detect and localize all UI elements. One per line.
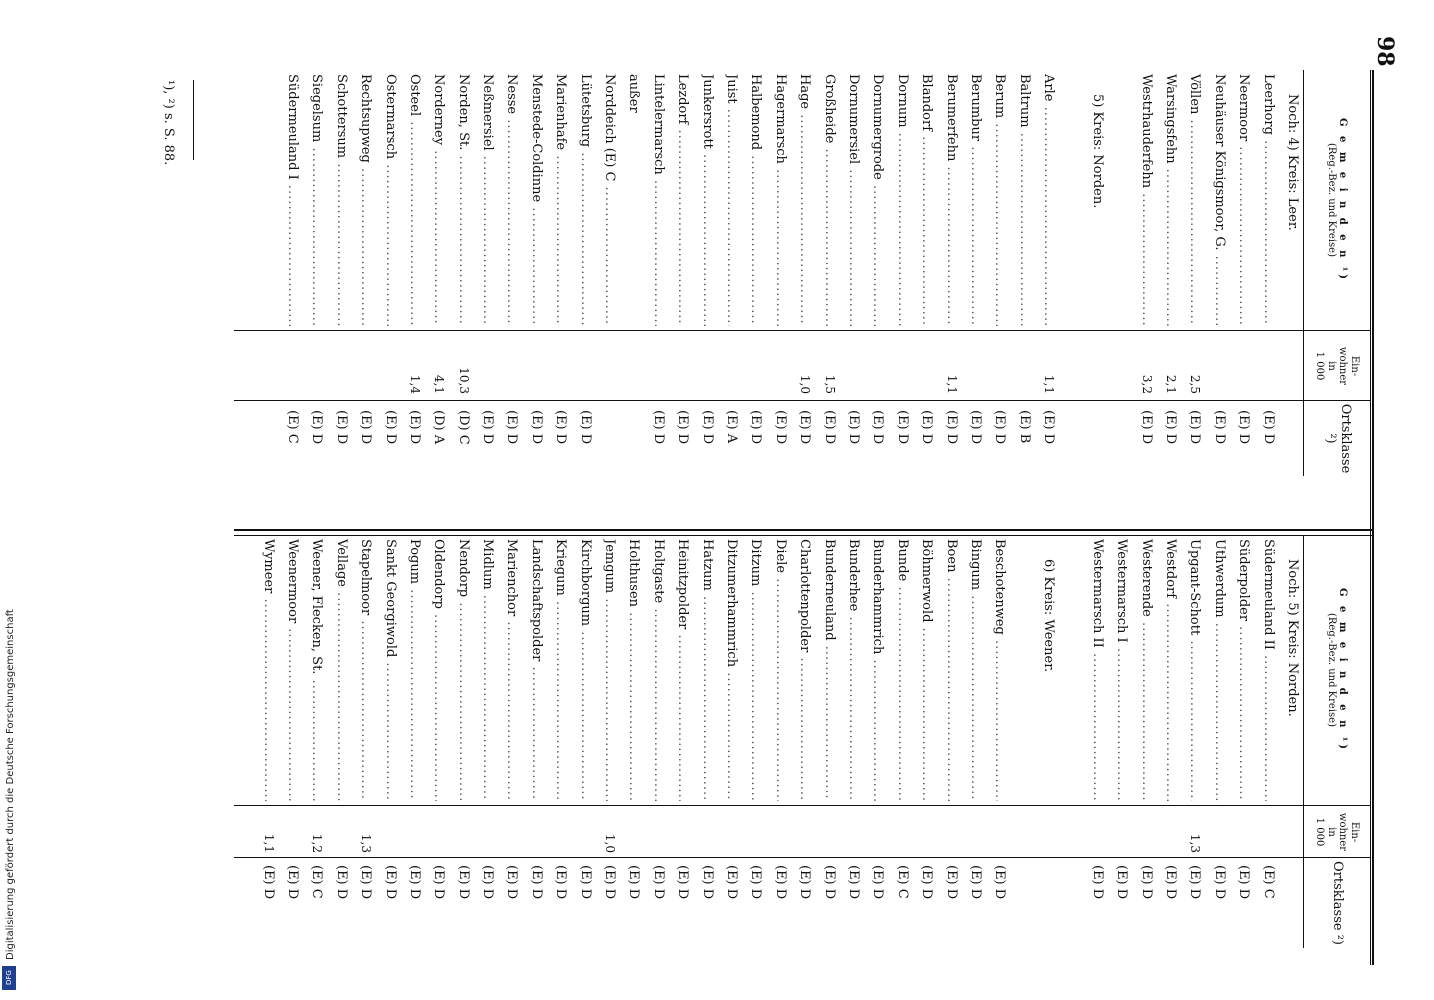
locality-class-value: (E) D xyxy=(1138,410,1154,445)
locality-class-value: (E) C xyxy=(1260,865,1276,899)
locality-class-value: (E) D xyxy=(650,410,666,445)
locality-class-value: (E) D xyxy=(1138,865,1154,900)
table-row xyxy=(1007,535,1031,965)
locality-class-value: (E) C xyxy=(309,865,325,899)
locality-class-value: (E) D xyxy=(358,865,374,900)
population-value: 1,1 xyxy=(1042,374,1057,394)
locality-class-value: (E) D xyxy=(650,865,666,900)
table-row xyxy=(861,535,885,965)
locality-class-value: (E) D xyxy=(504,865,520,900)
table-row xyxy=(398,535,422,965)
table-row xyxy=(934,70,958,535)
municipality-name: Berum ..... xyxy=(992,74,1007,326)
municipality-name: Siegelsum ..... xyxy=(309,74,324,326)
municipality-name: Neuhäuser Königsmoor, G. ..... xyxy=(1212,74,1227,326)
locality-class-value: (E) D xyxy=(504,410,520,445)
table-row xyxy=(715,535,739,965)
locality-class-value: (E) D xyxy=(1236,865,1252,900)
table-row xyxy=(1251,535,1275,965)
locality-class-value: (E) D xyxy=(333,865,349,900)
table-row xyxy=(788,535,812,965)
municipality-name: Upgant-Schott ..... xyxy=(1187,539,1202,801)
locality-class-value: (E) D xyxy=(382,865,398,900)
table-row xyxy=(1007,70,1031,535)
population-value: 1,3 xyxy=(1188,833,1203,853)
municipality-name: Sankt Georgiwold ..... xyxy=(383,539,398,801)
municipality-name: Halbemond ..... xyxy=(748,74,763,326)
municipality-name: Norderney ..... xyxy=(431,74,446,326)
table-row xyxy=(861,70,885,535)
table-row xyxy=(544,70,568,535)
municipality-name: Hatzum ..... xyxy=(700,539,715,801)
table-row xyxy=(471,535,495,965)
municipality-name: Westerende ..... xyxy=(1139,539,1154,801)
municipality-name: Dornum ..... xyxy=(895,74,910,326)
municipality-name: Noch: 4) Kreis: Leer. xyxy=(1285,94,1300,231)
table-row xyxy=(1056,70,1080,535)
municipality-name: Beschotenweg ..... xyxy=(992,539,1007,801)
locality-class-value: (E) D xyxy=(675,410,691,445)
table-row xyxy=(690,70,714,535)
locality-class-value: (E) D xyxy=(553,865,569,900)
table-row xyxy=(885,70,909,535)
table-row xyxy=(544,535,568,965)
municipality-name: Norddeich (E) C ..... xyxy=(602,74,617,326)
population-value: 1,1 xyxy=(944,374,959,394)
municipality-name: Oldendorp ..... xyxy=(431,539,446,801)
header-municipalities xyxy=(1303,70,1370,330)
table-row xyxy=(1251,70,1275,535)
municipality-name: Charlottenpolder ..... xyxy=(797,539,812,801)
table-row xyxy=(1032,70,1056,535)
municipality-name: Ditzum ..... xyxy=(748,539,763,801)
population-value: 1,3 xyxy=(359,833,374,853)
table-row xyxy=(837,70,861,535)
municipality-name: Ditzumerhammrich ..... xyxy=(724,539,739,801)
header-population xyxy=(1303,805,1370,858)
locality-class-value: (E) D xyxy=(967,410,983,445)
locality-class-value: (E) D xyxy=(699,410,715,445)
municipality-name: Holtgaste ..... xyxy=(651,539,666,801)
table-row xyxy=(1178,535,1202,965)
municipality-name: Stapelmoor ..... xyxy=(358,539,373,801)
table-row xyxy=(520,535,544,965)
municipality-name: Uthwerdum ..... xyxy=(1212,539,1227,801)
table-row xyxy=(276,535,300,965)
table-row xyxy=(495,535,519,965)
municipality-name: Südermeuland I ..... xyxy=(285,74,300,326)
municipality-name: Bingum ..... xyxy=(968,539,983,801)
table-row xyxy=(520,70,544,535)
table-row xyxy=(959,535,983,965)
table-row xyxy=(398,70,422,535)
table-row xyxy=(812,535,836,965)
municipality-name: Norden, St. ..... xyxy=(456,74,471,326)
municipality-name: Süderpolder ..... xyxy=(1236,539,1251,801)
locality-class-value: (E) D xyxy=(943,410,959,445)
municipality-name: Lütetsburg ..... xyxy=(578,74,593,326)
municipality-name: Bunderhee ..... xyxy=(846,539,861,801)
population-value: 3,2 xyxy=(1139,374,1154,394)
municipality-name: Kirchborgum ..... xyxy=(578,539,593,801)
locality-class-value: (E) D xyxy=(577,410,593,445)
rows-right xyxy=(251,535,1300,965)
municipality-name: Juist ..... xyxy=(724,74,739,326)
locality-class-value: (E) D xyxy=(1187,865,1203,900)
municipality-name: Rechtsupweg ..... xyxy=(358,74,373,326)
header-population xyxy=(1303,330,1370,401)
locality-class-value: (E) D xyxy=(626,865,642,900)
table-row xyxy=(739,70,763,535)
locality-class-value: (E) D xyxy=(870,410,886,445)
population-value: 1,1 xyxy=(261,833,276,853)
municipality-name: Marienchor ..... xyxy=(505,539,520,801)
table-row xyxy=(1056,535,1080,965)
table-row xyxy=(641,70,665,535)
header-locality-class xyxy=(1303,857,1370,948)
municipality-name: Wymeer ..... xyxy=(261,539,276,801)
table-row xyxy=(739,535,763,965)
table-row xyxy=(349,70,373,535)
municipality-name: Menstede-Coldinne ..... xyxy=(529,74,544,326)
section-heading xyxy=(1032,535,1056,965)
locality-class-value: (E) D xyxy=(1089,865,1105,900)
municipality-name: Bunderneuland ..... xyxy=(822,539,837,801)
municipality-name: Berumbur ..... xyxy=(968,74,983,326)
municipality-name: Baltrum ..... xyxy=(1017,74,1032,326)
locality-class-value: (E) D xyxy=(358,410,374,445)
table-right xyxy=(234,535,1374,965)
municipality-name: Midlum ..... xyxy=(480,539,495,801)
page-number: 98 xyxy=(1372,36,1398,67)
table-row xyxy=(1227,535,1251,965)
table-row xyxy=(593,70,617,535)
locality-class-value: (E) D xyxy=(699,865,715,900)
locality-class-value: (E) D xyxy=(1260,410,1276,445)
table-row xyxy=(300,535,324,965)
population-value: 2,1 xyxy=(1164,374,1179,394)
table-row xyxy=(373,535,397,965)
locality-class-value: (E) D xyxy=(797,410,813,445)
dfg-logo: DFG xyxy=(2,966,16,990)
footnote-rule xyxy=(193,80,194,160)
municipality-name: Blandorf ..... xyxy=(919,74,934,326)
municipality-name: Vellage ..... xyxy=(334,539,349,801)
municipality-name: 6) Kreis: Weener. xyxy=(1041,559,1057,673)
municipality-name: Weenermoor ..... xyxy=(285,539,300,801)
locality-class-value: (E) D xyxy=(309,410,325,445)
table-row xyxy=(983,535,1007,965)
municipality-name: Holthusen ..... xyxy=(626,539,641,801)
locality-class-value: (E) D xyxy=(406,865,422,900)
header-municipalities-title: G e m e i n d e n ¹) xyxy=(1337,118,1349,282)
municipality-name: Landschaftspolder ..... xyxy=(529,539,544,801)
side-credit xyxy=(2,600,16,990)
locality-class-value: (E) D xyxy=(1236,410,1252,445)
locality-class-value: (E) D xyxy=(480,410,496,445)
locality-class-value: (E) D xyxy=(1211,410,1227,445)
locality-class-value: (E) B xyxy=(1016,410,1032,444)
side-credit-text: Digitalisierung gefördert durch die Deutsche Forschungsgemeinschaft xyxy=(5,609,16,960)
locality-class-value: (E) D xyxy=(894,410,910,445)
table-row xyxy=(763,535,787,965)
header-population-label: Ein- wohner in 1 000 xyxy=(1314,812,1360,852)
population-value: 1,2 xyxy=(310,833,325,853)
municipality-name: Warsingsfehn ..... xyxy=(1163,74,1178,326)
population-value: 1,5 xyxy=(822,374,837,394)
municipality-name: Berumerfehn ..... xyxy=(944,74,959,326)
population-value: 2,5 xyxy=(1188,374,1203,394)
table-row xyxy=(690,535,714,965)
locality-class-value: (E) D xyxy=(1211,865,1227,900)
locality-class-value: (E) D xyxy=(772,410,788,445)
municipality-name: Noch: 5) Kreis: Norden. xyxy=(1285,559,1300,717)
rows-left xyxy=(276,70,1300,535)
population-value: 1,0 xyxy=(798,374,813,394)
table-row xyxy=(1105,535,1129,965)
table-row xyxy=(1154,535,1178,965)
top-rule xyxy=(1370,70,1374,535)
locality-class-value: (E) D xyxy=(724,865,740,900)
population-value: 1,0 xyxy=(603,833,618,853)
locality-class-value: (E) D xyxy=(821,410,837,445)
municipality-name: 5) Kreis: Norden. xyxy=(1089,94,1105,209)
locality-class-value: (E) D xyxy=(992,410,1008,445)
locality-class-value: (E) D xyxy=(553,410,569,445)
table-row xyxy=(910,535,934,965)
table-row xyxy=(983,70,1007,535)
table-row xyxy=(422,70,446,535)
locality-class-value: (E) D xyxy=(870,865,886,900)
municipality-name: Dornumergrode ..... xyxy=(870,74,885,326)
section-heading xyxy=(1080,70,1104,535)
table-row xyxy=(885,535,909,965)
table-row xyxy=(1178,70,1202,535)
locality-class-value: (E) D xyxy=(845,410,861,445)
municipality-name: Lezdorf ..... xyxy=(675,74,690,326)
municipality-name: Dornumersiel ..... xyxy=(846,74,861,326)
municipality-name: Marienhafe ..... xyxy=(553,74,568,326)
municipality-name: Großheide ..... xyxy=(822,74,837,326)
table-row xyxy=(617,535,641,965)
municipality-name: Nendorp ..... xyxy=(456,539,471,801)
locality-class-value: (E) D xyxy=(919,865,935,900)
locality-class-value: (E) A xyxy=(724,410,740,444)
table-row xyxy=(1227,70,1251,535)
locality-class-value: (E) D xyxy=(772,865,788,900)
table-row xyxy=(959,70,983,535)
locality-class-value: (E) D xyxy=(1187,410,1203,445)
municipality-name: Weener, Flecken, St. ..... xyxy=(309,539,324,801)
footnote: ¹), ²) s. S. 88. xyxy=(161,80,176,166)
table-row xyxy=(349,535,373,965)
table-row xyxy=(617,70,641,535)
table-row xyxy=(324,70,348,535)
table-row xyxy=(715,70,739,535)
locality-class-value: (E) D xyxy=(845,865,861,900)
header-locality-class xyxy=(1303,400,1370,476)
header-municipalities xyxy=(1303,535,1370,805)
header-locality-class-label: Ortsklasse ²) xyxy=(1330,860,1346,945)
municipality-name: Leerhorg ..... xyxy=(1261,74,1276,326)
municipality-name: Jemgum ..... xyxy=(602,539,617,801)
table-row xyxy=(471,70,495,535)
table-row xyxy=(1202,535,1226,965)
table-row xyxy=(1080,535,1104,965)
table-row xyxy=(593,535,617,965)
table-row xyxy=(763,70,787,535)
municipality-name: Westermarsch II ..... xyxy=(1090,539,1105,801)
municipality-name: Hage ..... xyxy=(797,74,812,326)
locality-class-value: (E) C xyxy=(284,410,300,444)
municipality-name: Ostermarsch ..... xyxy=(383,74,398,326)
municipality-name: Junkersrott ..... xyxy=(700,74,715,326)
section-heading xyxy=(1276,535,1300,965)
locality-class-value: (E) D xyxy=(675,865,691,900)
locality-class-value: (D) C xyxy=(455,410,471,445)
locality-class-value: (E) D xyxy=(602,865,618,900)
table-row xyxy=(568,535,592,965)
locality-class-value: (E) D xyxy=(260,865,276,900)
table-row xyxy=(446,70,470,535)
municipality-name: Schottersum ..... xyxy=(334,74,349,326)
table-row xyxy=(1202,70,1226,535)
municipality-name: Lintelermarsch ..... xyxy=(651,74,666,326)
municipality-name: Boen ..... xyxy=(944,539,959,801)
locality-class-value: (E) D xyxy=(748,410,764,445)
municipality-name: Hagermarsch ..... xyxy=(773,74,788,326)
municipality-name: Heinitzpolder ..... xyxy=(675,539,690,801)
locality-class-value: (D) A xyxy=(431,410,447,445)
table-row xyxy=(1129,535,1153,965)
table-row xyxy=(324,535,348,965)
municipality-name: Nesse ..... xyxy=(505,74,520,326)
municipality-name: Pogum ..... xyxy=(407,539,422,801)
section-heading xyxy=(1276,70,1300,535)
header-municipalities-subtitle: (Reg.-Bez. und Kreise) xyxy=(1326,143,1337,257)
municipality-name: Bunde ..... xyxy=(895,539,910,801)
table-row xyxy=(837,535,861,965)
locality-class-value: (E) D xyxy=(528,410,544,445)
table-row xyxy=(1105,70,1129,535)
locality-class-value: (E) D xyxy=(333,410,349,445)
locality-class-value: (E) D xyxy=(284,865,300,900)
locality-class-value: (E) D xyxy=(455,865,471,900)
municipality-name: Völlen ..... xyxy=(1187,74,1202,326)
locality-class-value: (E) D xyxy=(748,865,764,900)
locality-class-value: (E) D xyxy=(967,865,983,900)
locality-class-value: (E) D xyxy=(1163,865,1179,900)
table-row xyxy=(1129,70,1153,535)
locality-class-value: (E) D xyxy=(577,865,593,900)
municipality-name: außer xyxy=(626,74,642,113)
population-value: 4,1 xyxy=(432,374,447,394)
municipality-name: Neermoor ..... xyxy=(1236,74,1251,326)
municipality-name: Böhmerwold ..... xyxy=(919,539,934,801)
locality-class-value: (E) D xyxy=(431,865,447,900)
locality-class-value: (E) D xyxy=(797,865,813,900)
municipality-name: Westdorf ..... xyxy=(1163,539,1178,801)
municipality-name: Diele ..... xyxy=(773,539,788,801)
municipality-name: Westermarsch I ..... xyxy=(1114,539,1129,801)
table-row xyxy=(812,70,836,535)
header-population-label: Ein- wohner in 1 000 xyxy=(1314,346,1360,386)
table-row xyxy=(666,535,690,965)
top-rule xyxy=(1370,535,1374,965)
locality-class-value: (E) D xyxy=(821,865,837,900)
locality-class-value: (E) D xyxy=(943,865,959,900)
locality-class-value: (E) D xyxy=(528,865,544,900)
table-row xyxy=(1154,70,1178,535)
header-municipalities-subtitle: (Reg.-Bez. und Kreise) xyxy=(1326,613,1337,727)
table-row xyxy=(910,70,934,535)
municipality-name: Südermeuland II ..... xyxy=(1261,539,1276,801)
table-row xyxy=(373,70,397,535)
table-row xyxy=(666,70,690,535)
municipality-name: Arle ..... xyxy=(1041,74,1056,326)
locality-class-value: (E) D xyxy=(992,865,1008,900)
locality-class-value: (E) D xyxy=(382,410,398,445)
header-locality-class-label: Ortsklasse ²) xyxy=(1323,403,1353,474)
locality-class-value: (E) D xyxy=(1114,865,1130,900)
locality-class-value: (E) D xyxy=(480,865,496,900)
locality-class-value: (E) D xyxy=(1041,410,1057,445)
municipality-name: Bunderhammrich ..... xyxy=(870,539,885,801)
table-row xyxy=(276,70,300,535)
locality-class-value: (E) D xyxy=(406,410,422,445)
municipality-name: Kriegum ..... xyxy=(553,539,568,801)
locality-class-value: (E) D xyxy=(919,410,935,445)
table-row xyxy=(251,535,275,965)
municipality-name: Neßmersiel ..... xyxy=(480,74,495,326)
table-row xyxy=(568,70,592,535)
header-municipalities-title: G e m e i n d e n ¹) xyxy=(1337,588,1349,752)
table-row xyxy=(641,535,665,965)
table-row xyxy=(422,535,446,965)
locality-class-value: (E) C xyxy=(894,865,910,899)
municipality-name: Osteel ..... xyxy=(407,74,422,326)
table-row xyxy=(446,535,470,965)
population-value: 10,3 xyxy=(456,367,471,394)
table-row xyxy=(788,70,812,535)
population-value: 1,4 xyxy=(407,374,422,394)
table-left xyxy=(234,70,1374,535)
municipality-name: Westrhauderfehn ..... xyxy=(1139,74,1154,326)
table-row xyxy=(934,535,958,965)
locality-class-value: (E) D xyxy=(1163,410,1179,445)
table-row xyxy=(495,70,519,535)
table-row xyxy=(300,70,324,535)
